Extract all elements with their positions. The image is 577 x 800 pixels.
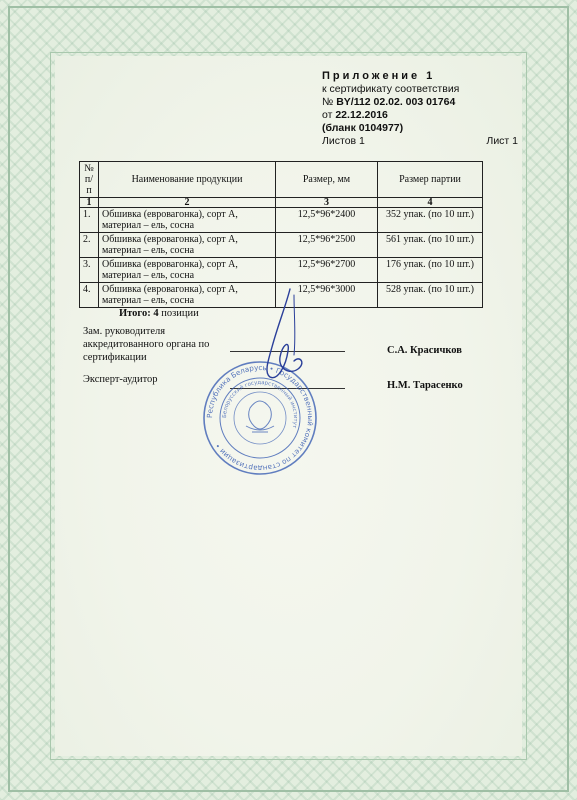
column-number: 4 [378,198,483,208]
product-size: 12,5*96*2400 [276,208,378,233]
column-header-size: Размер, мм [276,162,378,198]
row-number: 4. [80,283,99,308]
column-number: 2 [99,198,276,208]
table-row [80,208,483,233]
column-header-product: Наименование продукции [99,162,276,198]
handwritten-signature [250,285,320,395]
total-positions [119,308,199,319]
table-row [80,233,483,258]
sheets-total: Листов 1 [322,135,365,147]
column-numbers-row [80,198,483,208]
certificate-date: 22.12.2016 [335,109,388,121]
expert-title: Эксперт-аудитор [83,374,158,385]
certificate-number-row [322,96,518,109]
product-size: 12,5*96*2500 [276,233,378,258]
batch-size: 176 упак. (по 10 шт.) [378,258,483,283]
batch-size: 561 упак. (по 10 шт.) [378,233,483,258]
product-name: Обшивка (евровагонка), сорт А, материал – ель, сосна [99,283,276,308]
batch-size: 352 упак. (по 10 шт.) [378,208,483,233]
appendix-header [322,70,518,148]
total-unit: позиции [161,308,199,319]
column-header-batch: Размер партии [378,162,483,198]
row-number: 1. [80,208,99,233]
certificate-number-prefix: № [322,96,334,108]
certificate-date-row [322,109,518,122]
deputy-title: Зам. руководителя аккредитованного органа по сертификации [83,326,210,363]
deputy-name: С.А. Красичков [387,345,462,356]
expert-name: Н.М. Тарасенко [387,380,463,391]
certificate-number: BY/112 02.02. 003 01764 [336,96,456,108]
table-row [80,258,483,283]
table-header-row [80,162,483,198]
appendix-title: Приложение 1 [322,70,436,82]
product-size: 12,5*96*2700 [276,258,378,283]
product-size: 12,5*96*3000 [276,283,378,308]
column-header-number: № п/п [80,162,99,198]
total-label: Итого: [119,308,151,319]
product-name: Обшивка (евровагонка), сорт А, материал – ель, сосна [99,258,276,283]
row-number: 2. [80,233,99,258]
row-number: 3. [80,258,99,283]
product-name: Обшивка (евровагонка), сорт А, материал – ель, сосна [99,208,276,233]
svg-text:Республика Беларусь • Государс: Республика Беларусь • Государственный комитет по стандартизации • [204,362,316,474]
certificate-reference: к сертификату соответствия [322,83,460,95]
batch-size: 528 упак. (по 10 шт.) [378,283,483,308]
sheet-count-row [322,135,518,148]
date-prefix: от [322,109,333,121]
product-name: Обшивка (евровагонка), сорт А, материал – ель, сосна [99,233,276,258]
total-count: 4 [153,308,159,319]
sheet-number: Лист 1 [486,135,518,147]
blank-number: (бланк 0104977) [322,122,404,134]
column-number: 1 [80,198,99,208]
svg-text:Белорусский государственный ин: Белорусский государственный институт [221,379,299,429]
column-number: 3 [276,198,378,208]
